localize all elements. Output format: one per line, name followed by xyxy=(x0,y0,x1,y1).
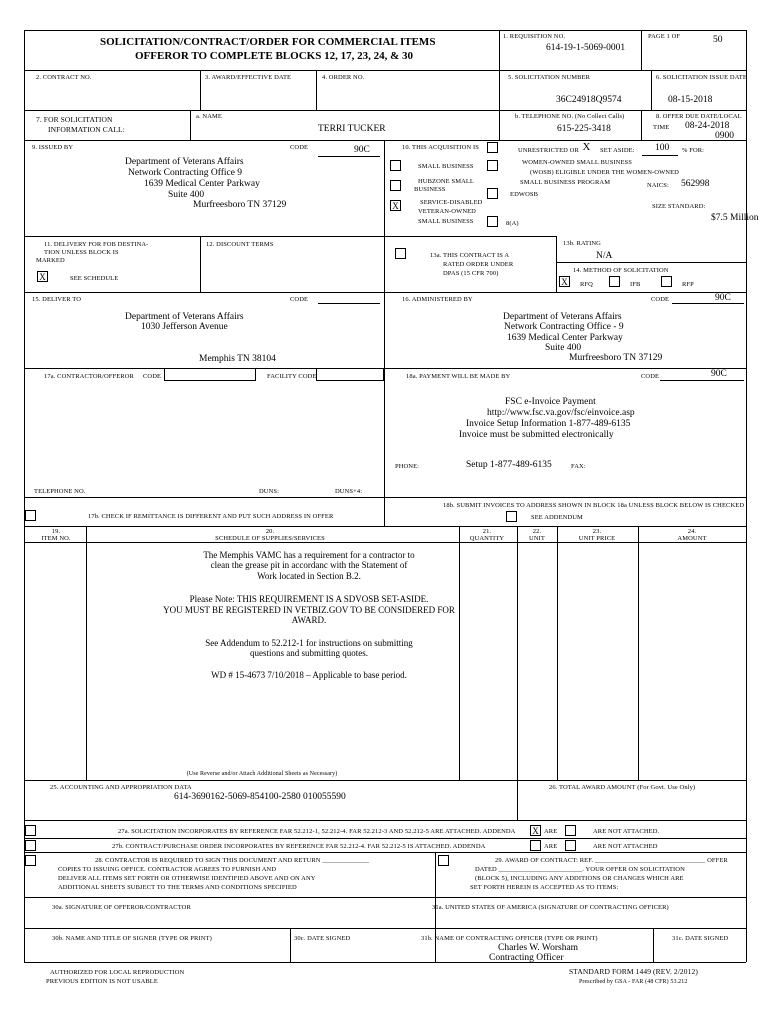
clause-28-checkbox[interactable] xyxy=(25,855,36,866)
small-business-label: SMALL BUSINESS xyxy=(418,163,474,170)
offer-due-label: 8. OFFER DUE DATE/LOCAL xyxy=(656,113,742,120)
payment-phone-label: PHONE: xyxy=(395,463,420,470)
col-schedule-num: 20. xyxy=(265,528,275,535)
col-schedule: SCHEDULE OF SUPPLIES/SERVICES xyxy=(215,535,325,542)
col-amount-num: 24. xyxy=(687,528,697,535)
rated-order-checkbox[interactable] xyxy=(395,248,406,259)
solicitation-date-label: 6. SOLICITATION ISSUE DATE xyxy=(656,74,747,81)
requisition-value: 614-19-1-5069-0001 xyxy=(546,43,626,53)
rated-order-label-3: DPAS (15 CFR 700) xyxy=(443,270,499,277)
ifb-checkbox[interactable] xyxy=(609,276,620,287)
rfq-label: RFQ xyxy=(580,281,593,288)
sig-31b-label: 31b. NAME OF CONTRACTING OFFICER (TYPE OR PRINT) xyxy=(421,935,598,942)
payment-phone-value: Setup 1-877-489-6135 xyxy=(466,460,552,470)
deliver-line-2: 1030 Jefferson Avenue xyxy=(141,322,228,332)
sig-30b-label: 30b. NAME AND TITLE OF SIGNER (TYPE OR PRINT) xyxy=(52,935,212,942)
solicitation-number-value: 36C24918Q9574 xyxy=(556,95,622,105)
payment-line-1: FSC e-Invoice Payment xyxy=(505,397,596,407)
name-label: a. NAME xyxy=(196,113,222,120)
hubzone-label-1: HUBZONE SMALL xyxy=(418,178,475,185)
clause-27b-are: ARE xyxy=(544,843,558,850)
clause-28-line-4: ADDITIONAL SHEETS SUBJECT TO THE TERMS AND CONDITIONS SPECIFIED xyxy=(58,884,297,891)
payment-line-3: Invoice Setup Information 1-877-489-6135 xyxy=(466,419,631,429)
see-schedule-label: SEE SCHEDULE xyxy=(70,275,119,282)
rfq-checkbox[interactable]: X xyxy=(559,276,570,287)
see-addendum-checkbox[interactable] xyxy=(506,511,517,522)
schedule-text-3: Work located in Section B.2. xyxy=(257,571,361,581)
schedule-text-2: clean the grease pit in accordanc with the Statement of xyxy=(210,560,408,570)
footer-form-name: STANDARD FORM 1449 (REV. 2/2012) xyxy=(569,967,698,976)
time-label: TIME xyxy=(653,124,670,131)
deliver-city: Memphis TN 38104 xyxy=(199,354,276,364)
col-unit: UNIT xyxy=(529,535,545,542)
admin-code-label: CODE xyxy=(651,296,670,303)
clause-27a-are-checkbox[interactable]: X xyxy=(530,825,541,836)
set-aside-percent: 100 xyxy=(655,143,670,153)
footer-previous: PREVIOUS EDITION IS NOT USABLE xyxy=(46,978,158,985)
payment-code-label: CODE xyxy=(641,373,660,380)
clause-27a-checkbox[interactable] xyxy=(25,825,36,836)
info-call-label: 7. FOR SOLICITATION xyxy=(36,115,113,124)
clause-27a-are-not: ARE NOT ATTACHED. xyxy=(593,828,660,835)
col-item-no: ITEM NO. xyxy=(41,535,71,542)
phone-value: 615-225-3418 xyxy=(557,124,611,134)
sig-31a-label: 31a. UNITED STATES OF AMERICA (SIGNATURE OF CONTRACTING OFFICER) xyxy=(432,904,669,911)
deliver-line-1: Department of Veterans Affairs xyxy=(125,312,244,322)
remittance-checkbox[interactable] xyxy=(25,510,36,521)
issued-line-3: 1639 Medical Center Parkway xyxy=(144,179,260,189)
info-call-label-2: INFORMATION CALL: xyxy=(48,125,125,134)
size-standard-label: SIZE STANDARD: xyxy=(652,203,706,210)
phone-label: b. TELEPHONE NO. (No Collect Calls) xyxy=(515,113,625,120)
rated-order-label-2: RATED ORDER UNDER xyxy=(443,261,514,268)
accounting-value: 614-3690162-5069-854100-2580 010055590 xyxy=(174,792,346,802)
admin-line-1: Department of Veterans Affairs xyxy=(503,312,622,322)
col-amount: AMOUNT xyxy=(677,535,707,542)
contractor-label: 17a. CONTRACTOR/OFFEROR xyxy=(44,373,134,380)
see-schedule-checkbox[interactable]: X xyxy=(37,271,48,282)
col-item-no-num: 19. xyxy=(51,528,61,535)
hubzone-checkbox[interactable] xyxy=(390,180,401,191)
contractor-code-label: CODE xyxy=(143,373,162,380)
sig-30a-label: 30a. SIGNATURE OF OFFEROR/CONTRACTOR xyxy=(52,904,191,911)
discount-terms-label: 12. DISCOUNT TERMS xyxy=(206,241,274,248)
delivery-label-2: TION UNLESS BLOCK IS xyxy=(44,249,119,256)
solicitation-date-value: 08-15-2018 xyxy=(668,95,713,105)
issued-line-5: Murfreesboro TN 37129 xyxy=(193,200,287,210)
rated-order-label-1: 13a. THIS CONTRACT IS A xyxy=(430,252,510,259)
clause-27b-are-checkbox[interactable] xyxy=(530,840,541,851)
issued-by-label: 9. ISSUED BY xyxy=(32,144,74,151)
clause-27b-text: 27b. CONTRACT/PURCHASE ORDER INCORPORATES BY REFERENCE FAR 52.212-4. FAR 52.212-5 IS ATTACHED. ADDENDA xyxy=(112,843,486,850)
unrestricted-left-checkbox[interactable] xyxy=(487,142,498,153)
page-label: PAGE 1 OF xyxy=(648,33,681,40)
form-title-line1: SOLICITATION/CONTRACT/ORDER FOR COMMERCIAL ITEMS xyxy=(100,36,436,48)
col-unit-price-num: 23. xyxy=(592,528,602,535)
payment-line-4: Invoice must be submitted electronically xyxy=(459,430,614,440)
facility-code-field[interactable] xyxy=(316,369,384,381)
clause-28-line-2: COPIES TO ISSUING OFFICE. CONTRACTOR AGREES TO FURNISH AND xyxy=(58,866,277,873)
clause-29-line-3: (BLOCK 5), INCLUDING ANY ADDITIONS OR CHANGES WHICH ARE xyxy=(475,875,684,882)
eight-a-checkbox[interactable] xyxy=(487,216,498,227)
ifb-label: IFB xyxy=(630,281,641,288)
solicitation-number-label: 5. SOLICITATION NUMBER xyxy=(508,74,591,81)
telephone-label: TELEPHONE NO. xyxy=(34,488,86,495)
wosb-label-1: WOMEN-OWNED SMALL BUSINESS xyxy=(522,159,632,166)
small-business-checkbox[interactable] xyxy=(390,160,401,171)
admin-line-4: Suite 400 xyxy=(545,343,582,353)
set-aside-label: SET ASIDE: xyxy=(600,147,635,154)
rfp-checkbox[interactable] xyxy=(661,276,672,287)
hubzone-label-2: BUSINESS xyxy=(414,186,446,193)
admin-line-2: Network Contracting Office - 9 xyxy=(504,322,624,332)
percent-for-label: % FOR: xyxy=(682,147,705,154)
clause-27b-checkbox[interactable] xyxy=(25,840,36,851)
sdvosb-label-1: SERVICE-DISABLED xyxy=(420,199,483,206)
sdvosb-checkbox[interactable]: X xyxy=(390,200,401,211)
schedule-text-1: The Memphis VAMC has a requirement for a contractor to xyxy=(203,550,415,560)
naics-value: 562998 xyxy=(681,179,710,189)
contractor-code-field[interactable] xyxy=(164,369,256,381)
method-label: 14. METHOD OF SOLICITATION xyxy=(573,267,669,274)
eight-a-label: 8(A) xyxy=(506,220,519,227)
col-quantity: QUANTITY xyxy=(469,535,505,542)
clause-27b-are-not: ARE NOT ATTACHED xyxy=(593,843,658,850)
requisition-label: 1. REQUISITION NO. xyxy=(503,33,566,40)
wosb-checkbox[interactable] xyxy=(487,160,498,171)
delivery-label-1: 11. DELIVERY FOR FOB DESTINA- xyxy=(44,241,149,248)
officer-title: Contracting Officer xyxy=(489,953,564,963)
col-unit-price: UNIT PRICE xyxy=(578,535,616,542)
footer-authorized: AUTHORIZED FOR LOCAL REPRODUCTION xyxy=(50,969,185,976)
rfp-label: RFP xyxy=(682,281,694,288)
clause-29-checkbox[interactable] xyxy=(438,855,449,866)
schedule-text-8: questions and submitting quotes. xyxy=(250,648,368,658)
payment-label: 18a. PAYMENT WILL BE MADE BY xyxy=(406,373,511,380)
unrestricted-checkbox[interactable]: X xyxy=(582,141,591,153)
deliver-to-label: 15. DELIVER TO xyxy=(32,296,82,303)
issued-code-value: 90C xyxy=(354,145,370,155)
clause-27a-text: 27a. SOLICITATION INCORPORATES BY REFERENCE FAR 52.212-1, 52.212-4. FAR 52.212-3 AND 52.212-5 ARE ATTACHED. ADDENDA xyxy=(118,828,516,835)
footer-prescribed: Prescribed by GSA - FAR (48 CFR) 53.212 xyxy=(579,979,688,985)
edwosb-checkbox[interactable] xyxy=(487,188,498,199)
naics-label: NAICS: xyxy=(647,182,669,189)
admin-line-3: 1639 Medical Center Parkway xyxy=(507,333,623,343)
col-unit-num: 22. xyxy=(532,528,542,535)
deliver-code-label: CODE xyxy=(290,296,309,303)
submit-invoices-label: 18b. SUBMIT INVOICES TO ADDRESS SHOWN IN BLOCK 18a UNLESS BLOCK BELOW IS CHECKED xyxy=(443,502,745,509)
duns4-label: DUNS+4: xyxy=(335,488,363,495)
reverse-note: (Use Reverse and/or Attach Additional Sheets as Necessary) xyxy=(186,771,338,777)
clause-29-line-2: DATED _________________________. YOUR OFFER ON SOLICITATION xyxy=(475,866,685,873)
payment-fax-label: FAX: xyxy=(571,463,586,470)
accounting-label: 25. ACCOUNTING AND APPROPRIATION DATA xyxy=(50,784,192,791)
facility-code-label: FACILITY CODE xyxy=(267,373,317,380)
issued-line-2: Network Contracting Office 9 xyxy=(128,168,243,178)
duns-label: DUNS: xyxy=(259,488,280,495)
contract-no-label: 2. CONTRACT NO. xyxy=(36,74,92,81)
order-no-label: 4. ORDER NO. xyxy=(322,74,365,81)
size-standard-value: $7.5 Million xyxy=(711,213,759,223)
sig-31c-label: 31c. DATE SIGNED xyxy=(672,935,729,942)
offer-due-time: 0900 xyxy=(715,131,734,141)
payment-code-value: 90C xyxy=(711,369,727,379)
schedule-text-4: Please Note: THIS REQUIREMENT IS A SDVOSB SET-ASIDE. xyxy=(189,594,429,604)
delivery-label-3: MARKED xyxy=(36,257,65,264)
admin-code-value: 90C xyxy=(715,293,731,303)
administered-by-label: 16. ADMINISTERED BY xyxy=(402,296,473,303)
acquisition-label: 10. THIS ACQUISITION IS xyxy=(402,144,479,151)
unrestricted-label: UNRESTRICTED OR xyxy=(518,147,579,154)
issued-line-1: Department of Veterans Affairs xyxy=(125,157,244,167)
wosb-label-3: SMALL BUSINESS PROGRAM xyxy=(520,179,611,186)
see-addendum-label: SEE ADDENDUM xyxy=(531,514,583,521)
officer-name: Charles W. Worsham xyxy=(498,943,579,953)
offer-due-date: 08-24-2018 xyxy=(685,121,730,131)
clause-28-line-3: DELIVER ALL ITEMS SET FORTH OR OTHERWISE IDENTIFIED ABOVE AND ON ANY xyxy=(58,875,316,882)
total-award-label: 26. TOTAL AWARD AMOUNT (For Govt. Use Only) xyxy=(549,784,696,791)
schedule-text-7: See Addendum to 52.212-1 for instructions on submitting xyxy=(205,638,413,648)
schedule-text-6: AWARD. xyxy=(291,615,327,625)
form-title-line2: OFFEROR TO COMPLETE BLOCKS 12, 17, 23, 24, & 30 xyxy=(135,50,413,62)
rating-label: 13b. RATING xyxy=(563,240,601,247)
col-quantity-num: 21. xyxy=(482,528,492,535)
contact-name: TERRI TUCKER xyxy=(318,124,386,134)
payment-line-2: http://www.fsc.va.gov/fsc/einvoice.asp xyxy=(487,408,635,418)
wosb-label-2: (WOSB) ELIGIBLE UNDER THE WOMEN-OWNED xyxy=(530,169,679,176)
page-total: 50 xyxy=(713,35,723,45)
clause-27b-are-not-checkbox[interactable] xyxy=(565,840,576,851)
schedule-text-9: WD # 15-4673 7/10/2018 – Applicable to base period. xyxy=(211,670,407,680)
issued-code-label: CODE xyxy=(290,144,309,151)
clause-27a-are: ARE xyxy=(544,828,558,835)
clause-28-line-1: 28. CONTRACTOR IS REQUIRED TO SIGN THIS DOCUMENT AND RETURN ______________ xyxy=(95,857,370,864)
remittance-label: 17b. CHECK IF REMITTANCE IS DIFFERENT AND PUT SUCH ADDRESS IN OFFER xyxy=(88,513,334,520)
clause-27a-are-not-checkbox[interactable] xyxy=(565,825,576,836)
issued-line-4: Suite 400 xyxy=(168,190,205,200)
edwosb-label: EDWOSB xyxy=(510,191,539,198)
clause-29-line-1: 29. AWARD OF CONTRACT: REF. _________________________________ OFFER xyxy=(495,857,728,864)
sdvosb-label-3: SMALL BUSINESS xyxy=(418,218,474,225)
schedule-text-5: YOU MUST BE REGISTERED IN VETBIZ.GOV TO BE CONSIDERED FOR xyxy=(163,605,455,615)
admin-line-5: Murfreesboro TN 37129 xyxy=(569,353,663,363)
clause-29-line-4: SET FORTH HEREIN IS ACCEPTED AS TO ITEMS: xyxy=(470,884,619,891)
sig-30c-label: 30c. DATE SIGNED xyxy=(294,935,351,942)
rating-value: N/A xyxy=(596,251,613,261)
award-date-label: 3. AWARD/EFFECTIVE DATE xyxy=(205,74,292,81)
sdvosb-label-2: VETERAN-OWNED xyxy=(418,208,476,215)
